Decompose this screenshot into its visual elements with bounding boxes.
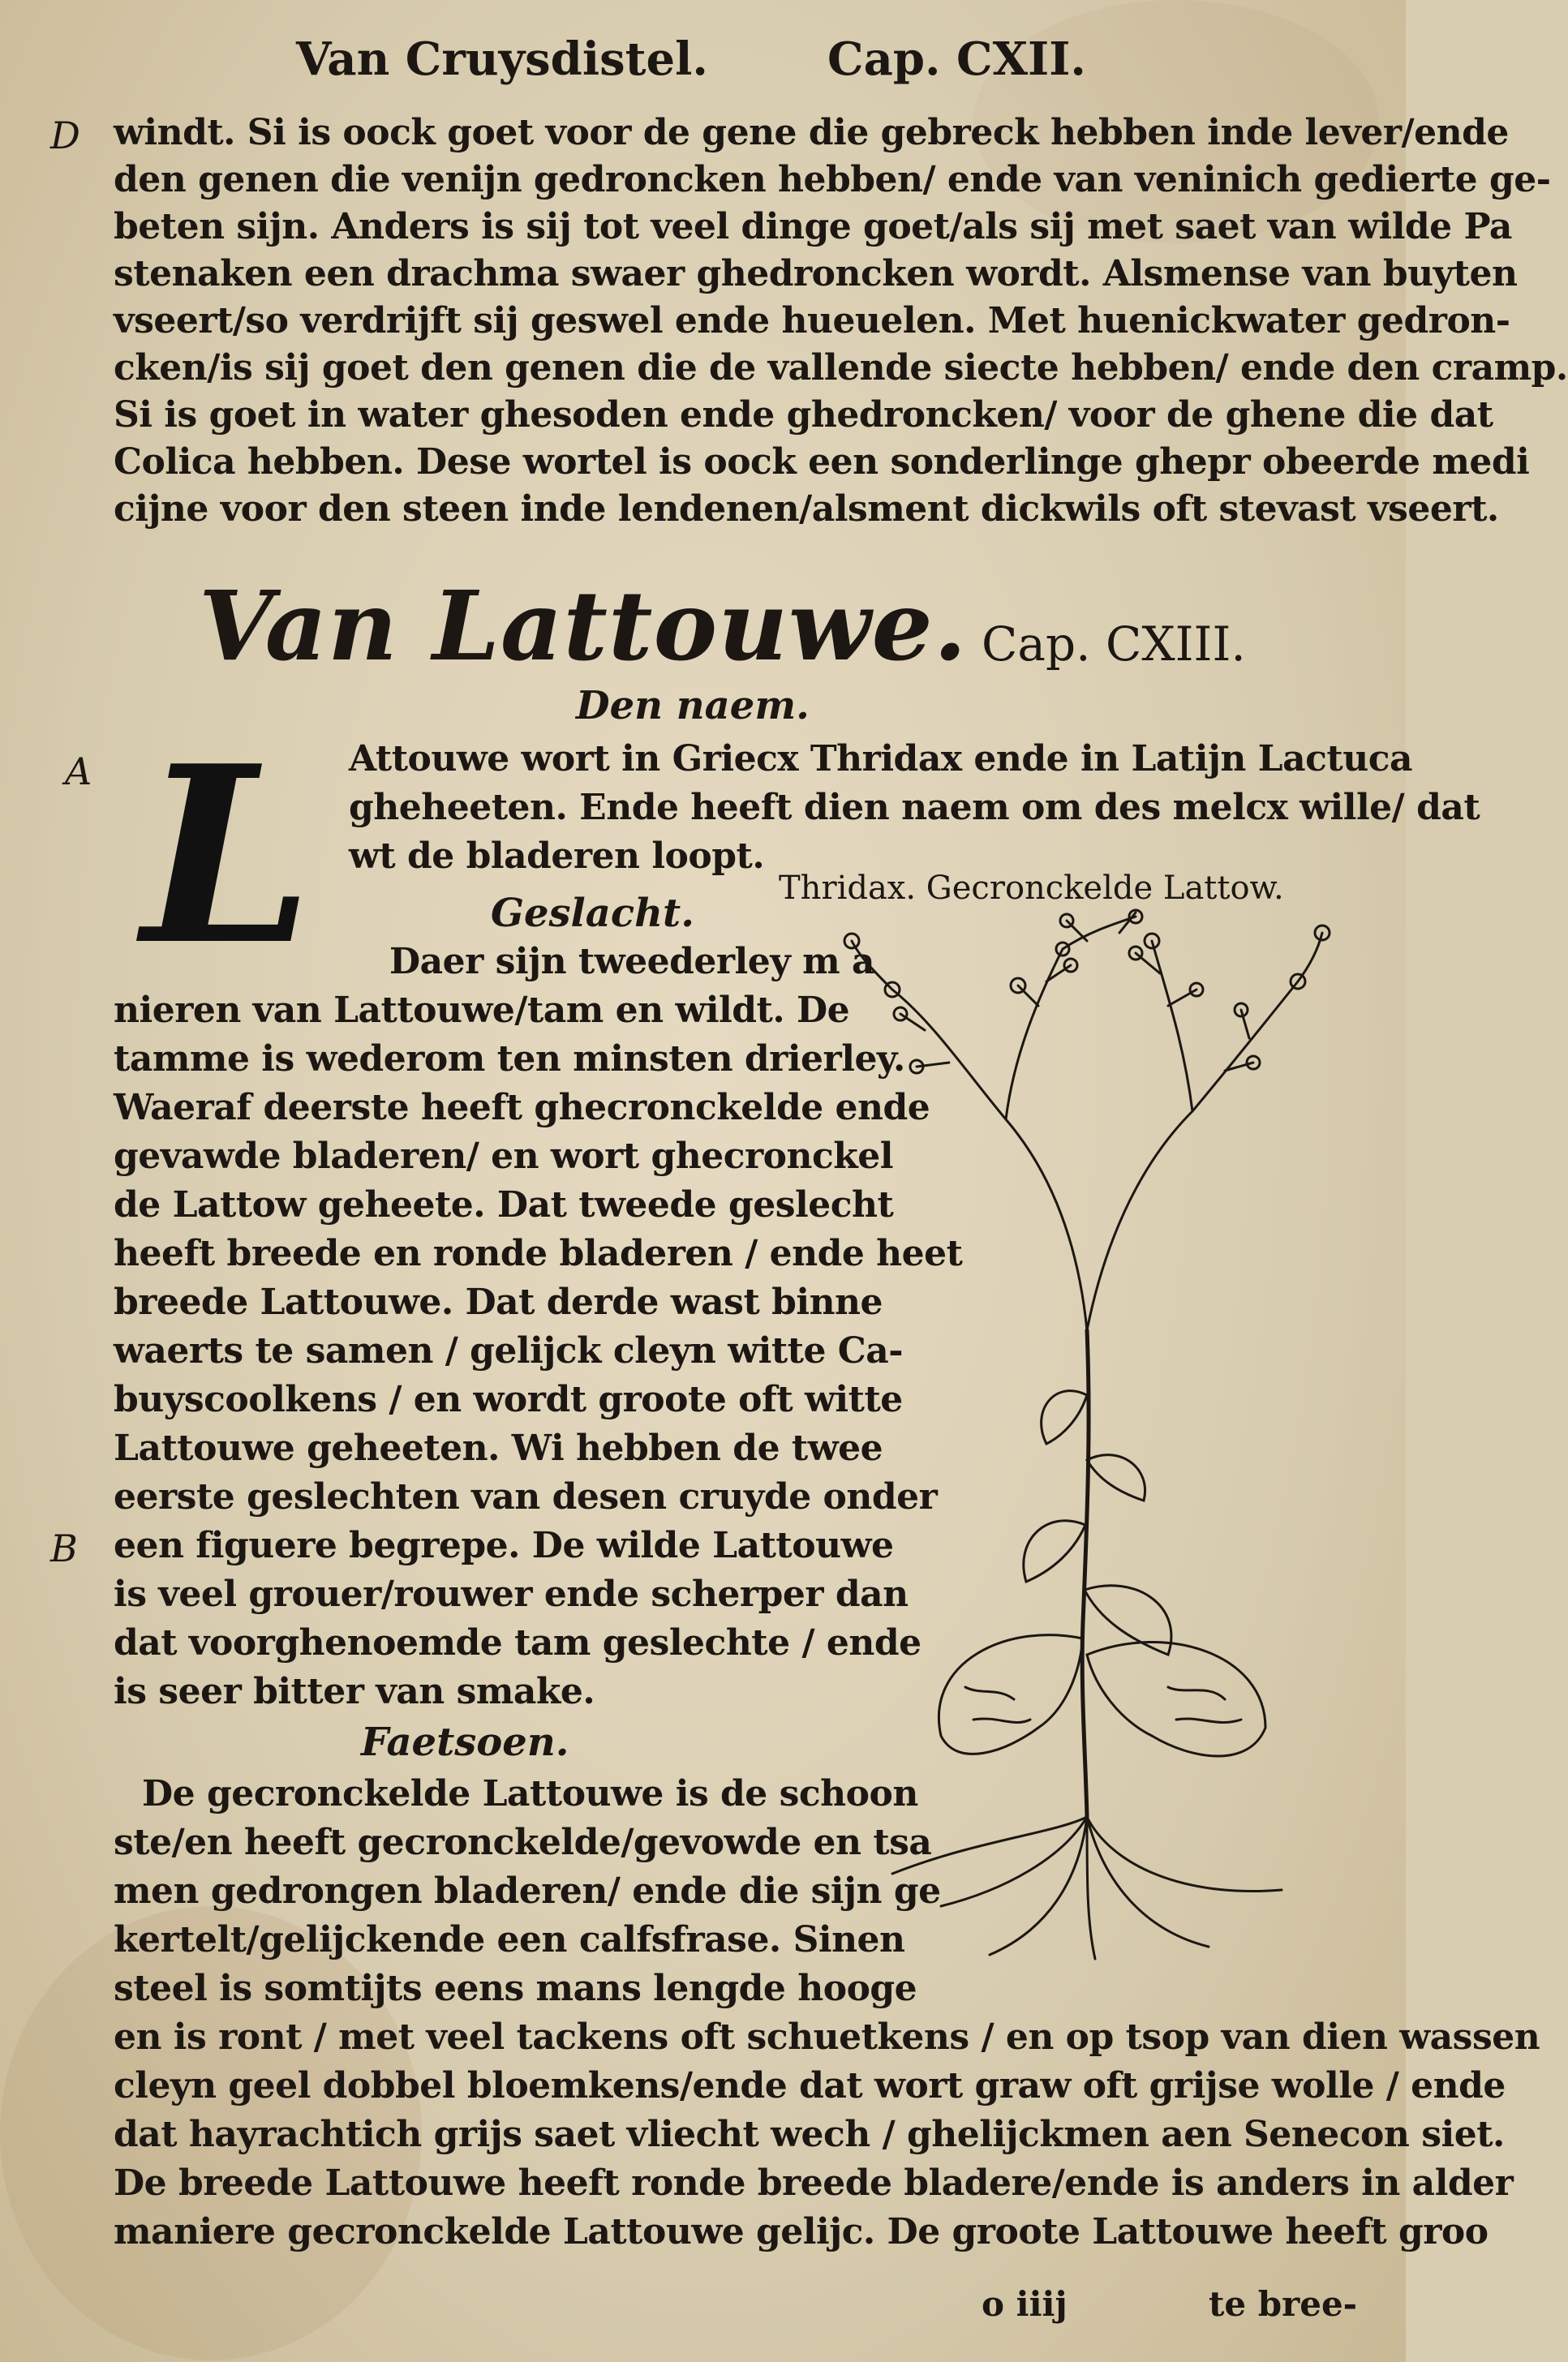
section-heading-geslacht: Geslacht. xyxy=(491,891,694,936)
lettuce-woodcut-illustration xyxy=(844,908,1330,1963)
text-line: Colica hebben. Dese wortel is oock een sonderlinge ghepr obeerde medi xyxy=(114,441,1530,483)
text-line: nieren van Lattouwe/tam en wildt. De xyxy=(114,990,850,1031)
text-line: De gecronckelde Lattouwe is de schoon xyxy=(142,1773,918,1814)
text-line: cken/is sij goet den genen die de vallende siecte hebben/ ende den cramp. xyxy=(114,347,1568,389)
text-line: eerste geslechten van desen cruyde onder xyxy=(114,1476,938,1518)
chapter-title: Van Lattouwe. xyxy=(199,569,968,682)
text-line: windt. Si is oock goet voor de gene die gebreck hebben inde lever/ende xyxy=(114,112,1509,153)
decorated-initial: L xyxy=(142,712,313,998)
text-line: dat hayrachtich grijs saet vliecht wech / ghelijckmen aen Senecon siet. xyxy=(114,2114,1505,2155)
text-line: breede Lattouwe. Dat derde wast binne xyxy=(114,1282,883,1323)
catchword: te bree- xyxy=(1209,2284,1358,2324)
text-line: is seer bitter van smake. xyxy=(114,1671,595,1712)
text-line: vseert/so verdrijft sij geswel ende hueuelen. Met huenickwater gedron- xyxy=(114,300,1510,341)
text-line: cleyn geel dobbel bloemkens/ende dat wort graw oft grijse wolle / ende xyxy=(114,2065,1506,2106)
text-line: wt de bladeren loopt. xyxy=(349,835,765,877)
text-line: gheheeten. Ende heeft dien naem om des melcx wille/ dat xyxy=(349,787,1480,828)
text-line: heeft breede en ronde bladeren / ende heet xyxy=(114,1233,963,1274)
text-line: Waeraf deerste heeft ghecronckelde ende xyxy=(114,1087,930,1128)
text-line: de Lattow geheete. Dat tweede geslecht xyxy=(114,1184,894,1226)
margin-letter-a: A xyxy=(65,749,92,793)
text-line: waerts te samen / gelijck cleyn witte Ca- xyxy=(114,1330,904,1372)
text-line: en is ront / met veel tackens oft schuetkens / en op tsop van dien wassen xyxy=(114,2016,1540,2058)
section-heading-den-naem: Den naem. xyxy=(576,683,810,728)
text-line: ste/en heeft gecronckelde/gevowde en tsa xyxy=(114,1822,932,1863)
text-line: Si is goet in water ghesoden ende ghedroncken/ voor de ghene die dat xyxy=(114,394,1493,436)
text-line: dat voorghenoemde tam geslechte / ende xyxy=(114,1622,921,1664)
section-heading-faetsoen: Faetsoen. xyxy=(361,1720,569,1765)
text-line: gevawde bladeren/ en wort ghecronckel xyxy=(114,1136,893,1177)
margin-letter-b: B xyxy=(50,1527,78,1570)
text-line: is veel grouer/rouwer ende scherper dan xyxy=(114,1574,909,1615)
margin-letter-d: D xyxy=(50,114,80,157)
text-line: Lattouwe geheeten. Wi hebben de twee xyxy=(114,1428,883,1469)
chapter-number: Cap. CXIII. xyxy=(982,616,1246,672)
text-line: kertelt/gelijckende een calfsfrase. Sinen xyxy=(114,1919,905,1960)
text-line: cijne voor den steen inde lendenen/alsment dickwils oft stevast vseert. xyxy=(114,488,1499,530)
text-line: men gedrongen bladeren/ ende die sijn ge xyxy=(114,1870,941,1912)
text-line: Attouwe wort in Griecx Thridax ende in Latijn Lactuca xyxy=(349,738,1413,779)
text-line: maniere gecronckelde Lattouwe gelijc. De groote Lattouwe heeft groo xyxy=(114,2211,1489,2252)
text-line: beten sijn. Anders is sij tot veel dinge goet/als sij met saet van wilde Pa xyxy=(114,206,1512,247)
text-line: stenaken een drachma swaer ghedroncken wordt. Alsmense van buyten xyxy=(114,253,1518,294)
running-header-title: Van Cruysdistel. xyxy=(296,32,708,86)
text-line: een figuere begrepe. De wilde Lattouwe xyxy=(114,1525,894,1566)
text-line: Daer sijn tweederley m a xyxy=(389,941,874,982)
text-line: tamme is wederom ten minsten drierley. xyxy=(114,1038,905,1080)
running-header-chapter: Cap. CXII. xyxy=(827,32,1086,86)
figure-caption: Thridax. Gecronckelde Lattow. xyxy=(779,870,1284,907)
text-line: den genen die venijn gedroncken hebben/ ende van veninich gedierte ge- xyxy=(114,159,1551,200)
text-line: steel is somtijts eens mans lengde hooge xyxy=(114,1968,917,2009)
signature-mark: o iiij xyxy=(982,2284,1068,2324)
text-line: buyscoolkens / en wordt groote oft witte xyxy=(114,1379,903,1420)
text-line: De breede Lattouwe heeft ronde breede bladere/ende is anders in alder xyxy=(114,2162,1514,2204)
